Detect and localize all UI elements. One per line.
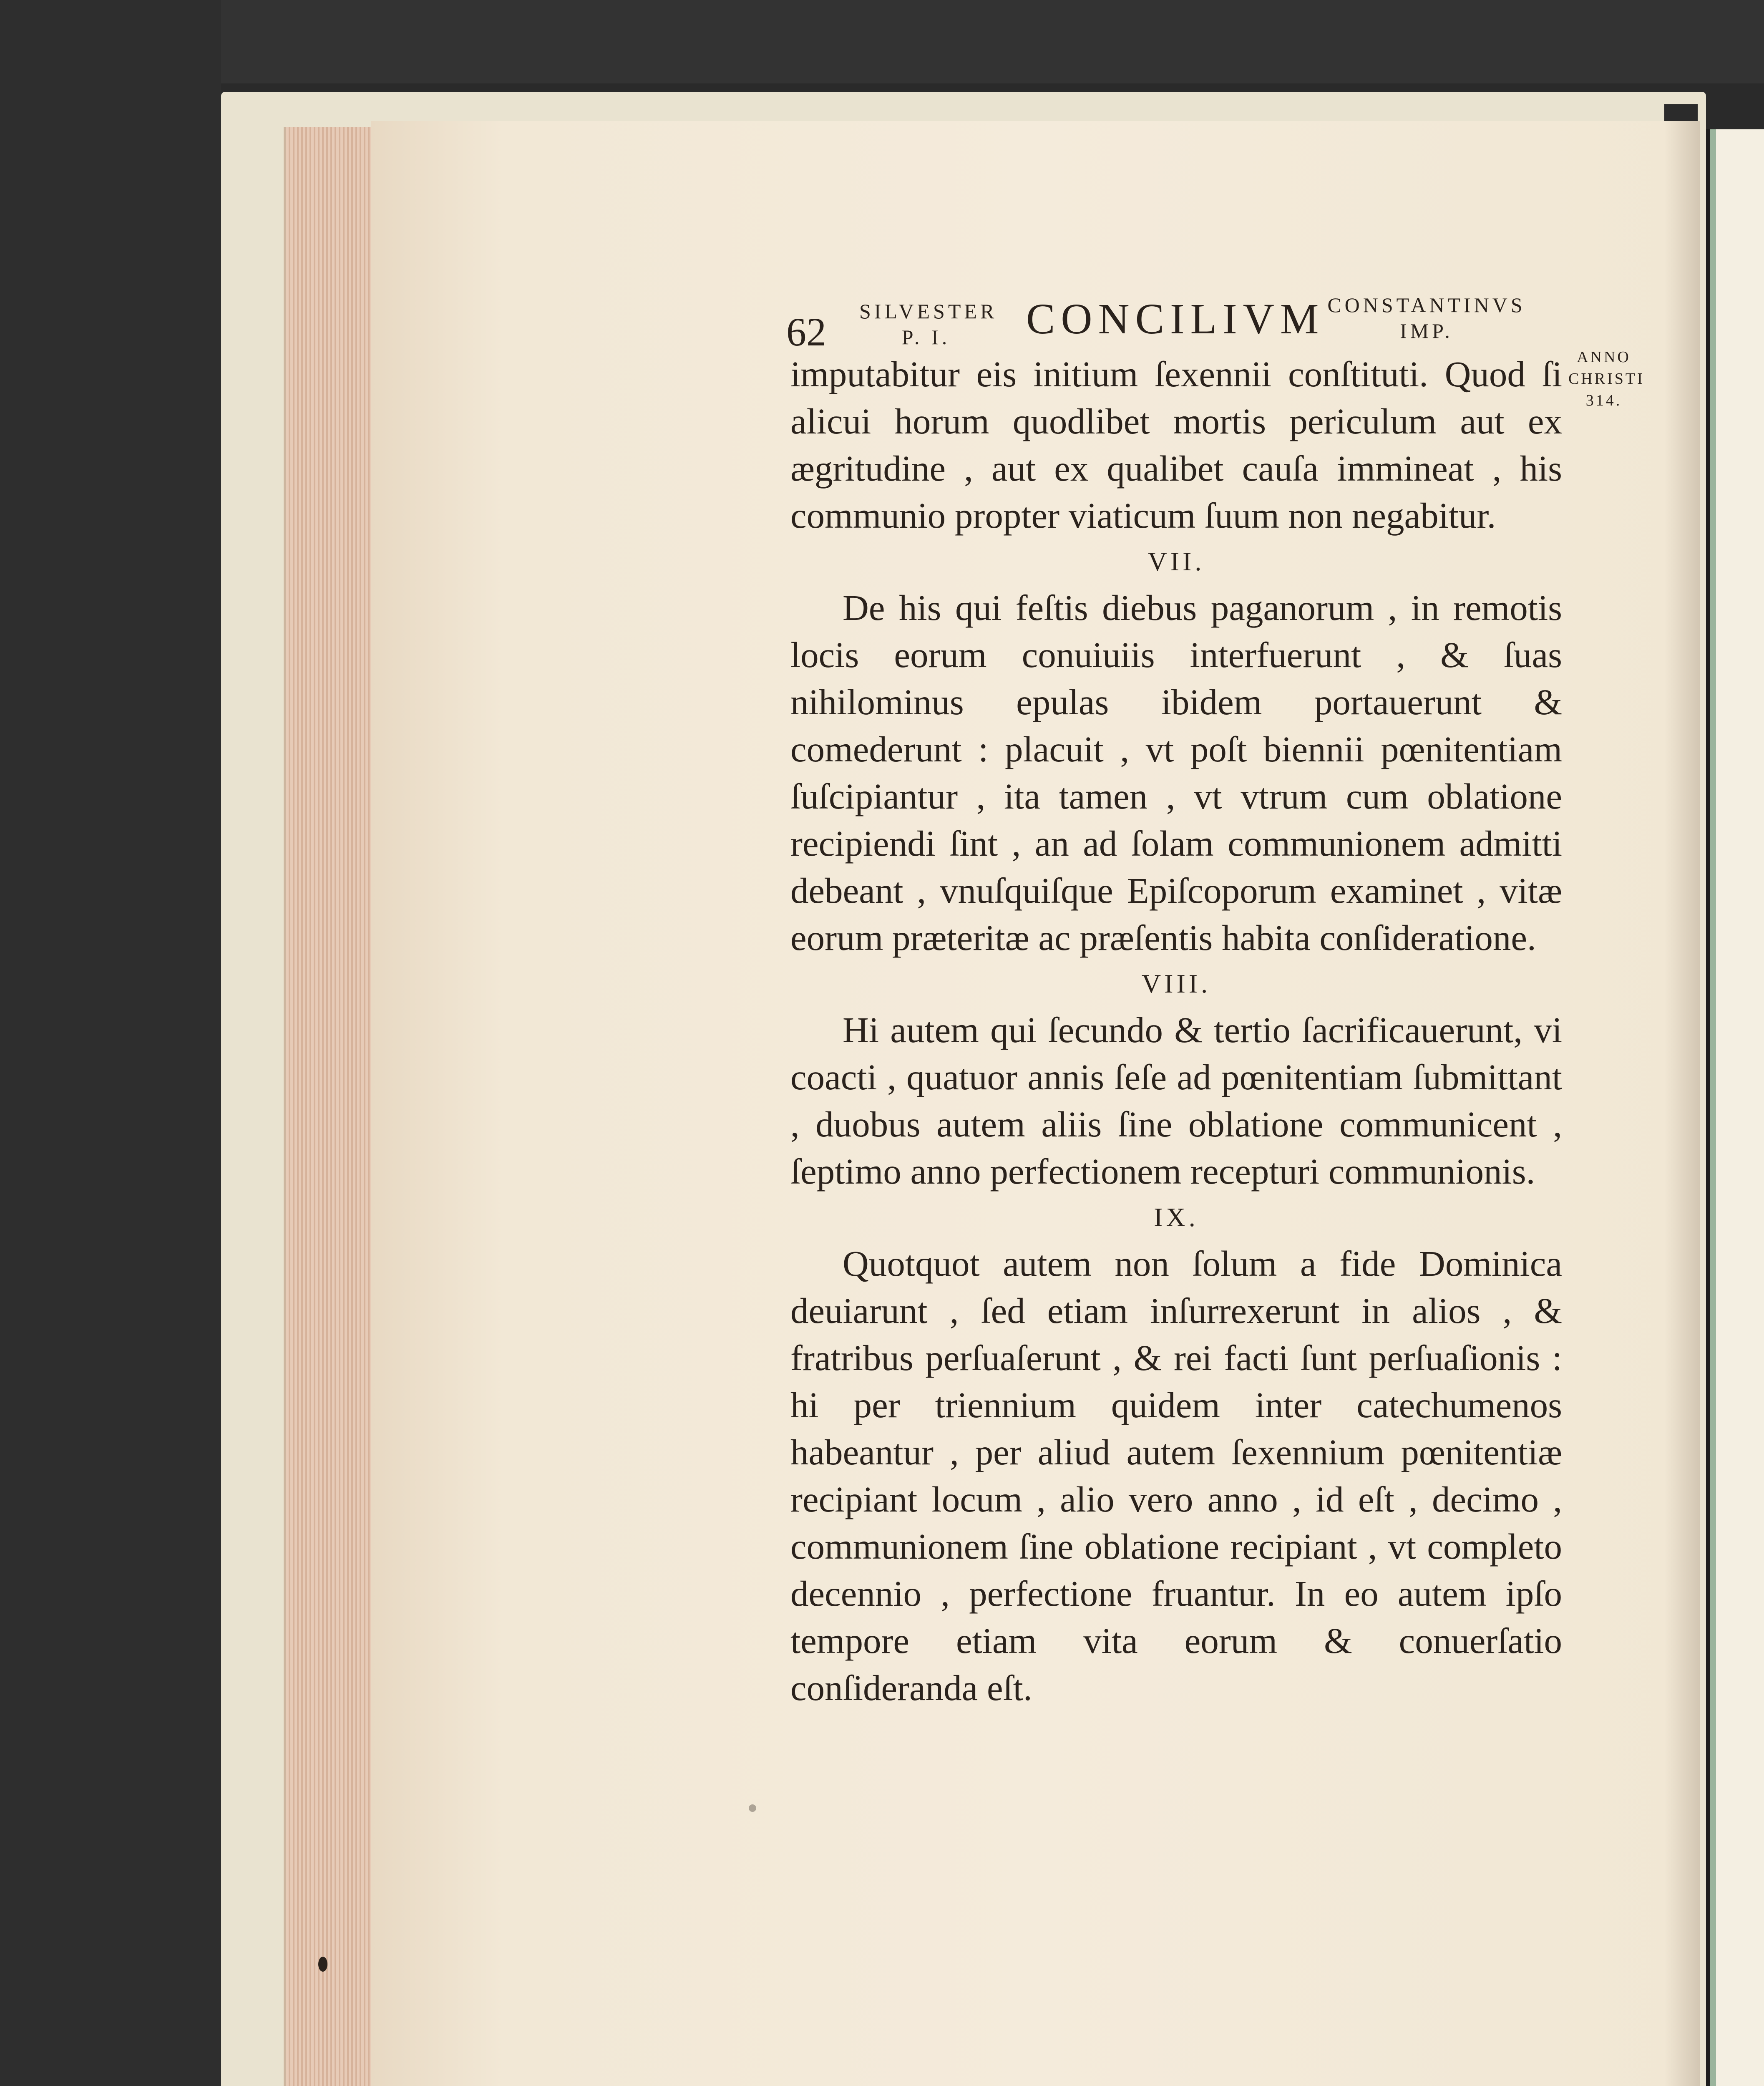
margin-note-line: ANNO bbox=[1577, 348, 1631, 366]
ink-spot bbox=[318, 1957, 327, 1972]
head-emperor-title: IMP. bbox=[1400, 319, 1453, 343]
facing-page-tint bbox=[1710, 129, 1716, 2086]
section-number-7: VII. bbox=[1147, 547, 1205, 576]
section-number-8: VIII. bbox=[1141, 969, 1211, 998]
canon-9: Quotquot autem non ſolum a fide Dominica deuiarunt , ſed etiam inſurrexerunt in alios , & fratribus perſuaſerunt , & rei facti ſunt perſuaſionis : hi per triennium quidem inter catechumenos habeantur , per aliud autem ſexennium pœnitentiæ recipiant locum , alio vero anno , id eſt , decimo , communionem ſine oblatione recipiant , vt completo decennio , perfectione fruantur. In eo autem ipſo tempore etiam vita eorum & conuerſatio conſideranda eſt. bbox=[790, 1243, 1562, 1708]
body-text bbox=[790, 350, 1562, 1711]
head-emperor bbox=[1322, 292, 1531, 344]
paragraph-continuation: imputabitur eis initium ſexennii conſtituti. Quod ſi alicui horum quodlibet mortis periculum aut ex ægritudine , aut ex qualibet cauſa immineat , his communio propter viaticum ſuum non negabitur. bbox=[790, 354, 1562, 536]
head-pope-number: P. I. bbox=[901, 325, 951, 349]
head-emperor-name: CONSTANTINVS bbox=[1327, 293, 1526, 317]
head-pope-name: SILVESTER bbox=[859, 300, 998, 323]
page-edges-stack bbox=[284, 127, 374, 2086]
head-pope bbox=[859, 298, 998, 350]
section-number-9: IX. bbox=[1154, 1202, 1199, 1232]
page-curl-shadow bbox=[1664, 121, 1700, 2086]
page-number: 62 bbox=[786, 310, 826, 354]
foxing-spot bbox=[749, 1804, 756, 1812]
scan-background-top bbox=[0, 0, 1764, 83]
margin-note-year bbox=[1568, 346, 1645, 411]
canon-8: Hi autem qui ſecundo & tertio ſacrificauerunt, vi coacti , quatuor annis ſeſe ad pœnitentiam ſubmittant , duobus autem aliis ſine oblatione communicent , ſeptimo anno perfectionem recepturi communionis. bbox=[790, 1010, 1562, 1192]
head-title: CONCILIVM bbox=[1026, 295, 1325, 343]
margin-note-line: 314. bbox=[1585, 392, 1622, 409]
canon-7: De his qui feſtis diebus paganorum , in remotis locis eorum conuiuiis interfuerunt , & ſuas nihilominus epulas ibidem portauerunt & comederunt : placuit , vt poſt biennii pœnitentiam ſuſcipiantur , ita tamen , vt vtrum cum oblatione recipiendi ſint , an ad ſolam communionem admitti debeant , vnuſquiſque Epiſcoporum examinet , vitæ eorum præteritæ ac præſentis habita conſideratione. bbox=[790, 587, 1562, 958]
margin-note-line: CHRISTI bbox=[1568, 370, 1645, 388]
scan-background-left bbox=[0, 0, 221, 2086]
